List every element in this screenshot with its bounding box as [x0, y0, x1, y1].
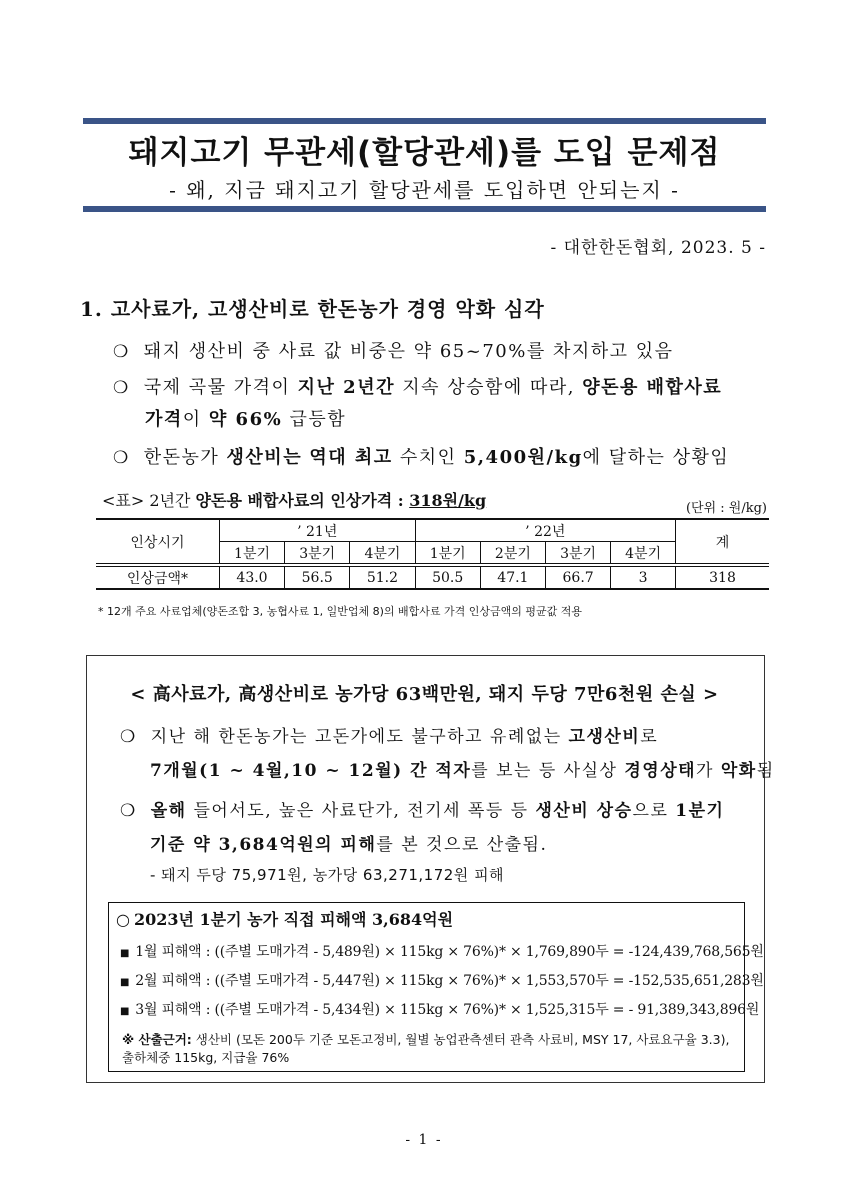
basis-text: 생산비 (모돈 200두 기준 모돈고정비, 월별 농업관측센터 관측 사료비, MSY 17, 사료요구율 3.3), 출하체중 115kg, 지급율 76%: [122, 1032, 730, 1065]
year1-header: ’ 21년: [219, 519, 415, 542]
circle-bullet-icon: ❍: [120, 801, 137, 821]
text-strong: 악화: [720, 761, 757, 781]
box-bullet-1-cont: [150, 756, 775, 781]
table-cell: 56.5: [285, 567, 350, 590]
damage-item-text: 2월 피해액 : ((주별 도매가격 - 5,447원) × 115kg × 76%)* × 1,553,570두 = -152,535,651,283원: [135, 973, 764, 989]
damage-item-text: 1월 피해액 : ((주별 도매가격 - 5,489원) × 115kg × 76%)* × 1,769,890두 = -124,439,768,565원: [135, 944, 764, 960]
text: 국제 곡물 가격이: [143, 377, 298, 398]
square-bullet-icon: ■: [120, 948, 130, 959]
col-label: 인상시기: [96, 519, 219, 564]
box-bullet-2-cont: [150, 830, 547, 855]
quarter-header: 4분기: [611, 542, 676, 564]
text-strong: 경영상태: [624, 761, 697, 781]
total-header: 계: [676, 519, 769, 564]
text-strong: 1분기: [675, 801, 725, 821]
bottom-rule: [83, 206, 766, 212]
bullet-1-text: 돼지 생산비 중 사료 값 비중은 약 65~70%를 차지하고 있음: [143, 341, 674, 362]
text: 한돈농가: [143, 447, 227, 468]
basis-mark: ※ 산출근거:: [122, 1032, 192, 1047]
circle-icon: ○: [116, 910, 130, 929]
quarter-header: 3분기: [546, 542, 611, 564]
table-unit: (단위 : 원/kg): [685, 501, 767, 516]
text-strong: 기준 약 3,684억원의 피해: [150, 835, 377, 855]
doc-title: 돼지고기 무관세(할당관세)를 도입 문제점: [128, 135, 721, 171]
circle-bullet-icon: ❍: [113, 448, 130, 468]
text: 를 본 것으로 산출됨.: [376, 835, 548, 855]
table-header-row: [96, 519, 769, 542]
quarter-header: 4분기: [350, 542, 415, 564]
top-rule: [83, 118, 766, 124]
section1-heading: 1. 고사료가, 고생산비로 한돈농가 경영 악화 심각: [80, 297, 545, 321]
damage-item: [120, 941, 764, 961]
quarter-header: 1분기: [219, 542, 284, 564]
text: 들어서도, 높은 사료단가, 전기세 폭등 등: [186, 801, 536, 821]
text: 으로: [632, 801, 676, 821]
text: 가: [696, 761, 721, 781]
table-cell: 43.0: [219, 567, 284, 590]
row-label: 인상금액*: [96, 567, 219, 590]
damage-item-text: 3월 피해액 : ((주별 도매가격 - 5,434원) × 115kg × 76%)* × 1,525,315두 = - 91,389,343,896원: [135, 1002, 760, 1018]
table-cell: 66.7: [546, 567, 611, 590]
damage-title-text: 2023년 1분기 농가 직접 피해액 3,684억원: [133, 910, 454, 929]
box-bullet-2: [120, 796, 724, 821]
text: 지속 상승함에 따라,: [394, 377, 583, 398]
calc-basis: [122, 1031, 740, 1067]
text: 지난 해 한돈농가는 고돈가에도 불구하고 유례없는: [150, 727, 569, 747]
org-date: - 대한한돈협회, 2023. 5 -: [550, 238, 766, 258]
text-strong: 지난 2년간: [297, 377, 395, 398]
bullet-2-cont: [145, 405, 346, 431]
circle-bullet-icon: ❍: [113, 342, 130, 362]
text-strong: 5,400원/kg: [463, 447, 583, 468]
table-cell: 3: [611, 567, 676, 590]
bullet-1: [113, 337, 773, 363]
square-bullet-icon: ■: [120, 1006, 130, 1017]
damage-title: [116, 907, 453, 930]
text: 급등함: [282, 409, 347, 430]
text-strong: 생산비 상승: [535, 801, 633, 821]
circle-bullet-icon: ❍: [113, 378, 130, 398]
text-strong: 약 66%: [208, 409, 283, 430]
caption-prefix: <표> 2년간: [102, 491, 196, 510]
table-cell-total: 318: [676, 567, 769, 590]
caption-value: 318원/kg: [409, 491, 487, 510]
square-bullet-icon: ■: [120, 977, 130, 988]
text-strong: 역대 최고: [309, 447, 393, 468]
text: 를 보는 등 사실상: [471, 761, 625, 781]
year2-header: ’ 22년: [415, 519, 675, 542]
box-title: < 高사료가, 高생산비로 농가당 63백만원, 돼지 두당 7만6천원 손실 >: [130, 684, 719, 705]
damage-item: [120, 970, 764, 990]
table-cell: 47.1: [480, 567, 545, 590]
text-strong: 양돈용 배합사료: [582, 377, 723, 398]
text-strong: 생산비는: [226, 447, 303, 468]
table-note: * 12개 주요 사료업체(양돈조합 3, 농협사료 1, 일반업체 8)의 배합사료 가격 인상금액의 평균값 적용: [98, 605, 583, 618]
quarter-header: 2분기: [480, 542, 545, 564]
table-cell: 51.2: [350, 567, 415, 590]
caption-bold: 양돈용 배합사료의 인상가격 :: [195, 491, 410, 510]
circle-bullet-icon: ❍: [120, 727, 137, 747]
text: 이: [182, 409, 209, 430]
price-table: [96, 518, 769, 590]
table-row: [96, 567, 769, 590]
table-cell: 50.5: [415, 567, 480, 590]
text: 로: [640, 727, 659, 747]
bullet-3: [113, 443, 773, 469]
box-bullet-2-detail: - 돼지 두당 75,971원, 농가당 63,271,172원 피해: [150, 866, 505, 884]
page-number: - 1 -: [405, 1132, 443, 1148]
quarter-header: 3분기: [285, 542, 350, 564]
doc-subtitle: - 왜, 지금 돼지고기 할당관세를 도입하면 안되는지 -: [169, 178, 680, 202]
text-strong: 올해: [150, 801, 187, 821]
table-caption: [102, 488, 486, 511]
text-strong: 고생산비: [568, 727, 641, 747]
text-strong: 가격: [145, 409, 183, 430]
text-strong: 7개월(1 ~ 4월,10 ~ 12월) 간 적자: [150, 761, 472, 781]
bullet-2: [113, 373, 773, 399]
text: 됨: [756, 761, 775, 781]
box-bullet-1: [120, 722, 658, 747]
damage-item: [120, 999, 759, 1019]
text: 에 달하는 상황임: [582, 447, 730, 468]
text: 수치인: [392, 447, 464, 468]
quarter-header: 1분기: [415, 542, 480, 564]
